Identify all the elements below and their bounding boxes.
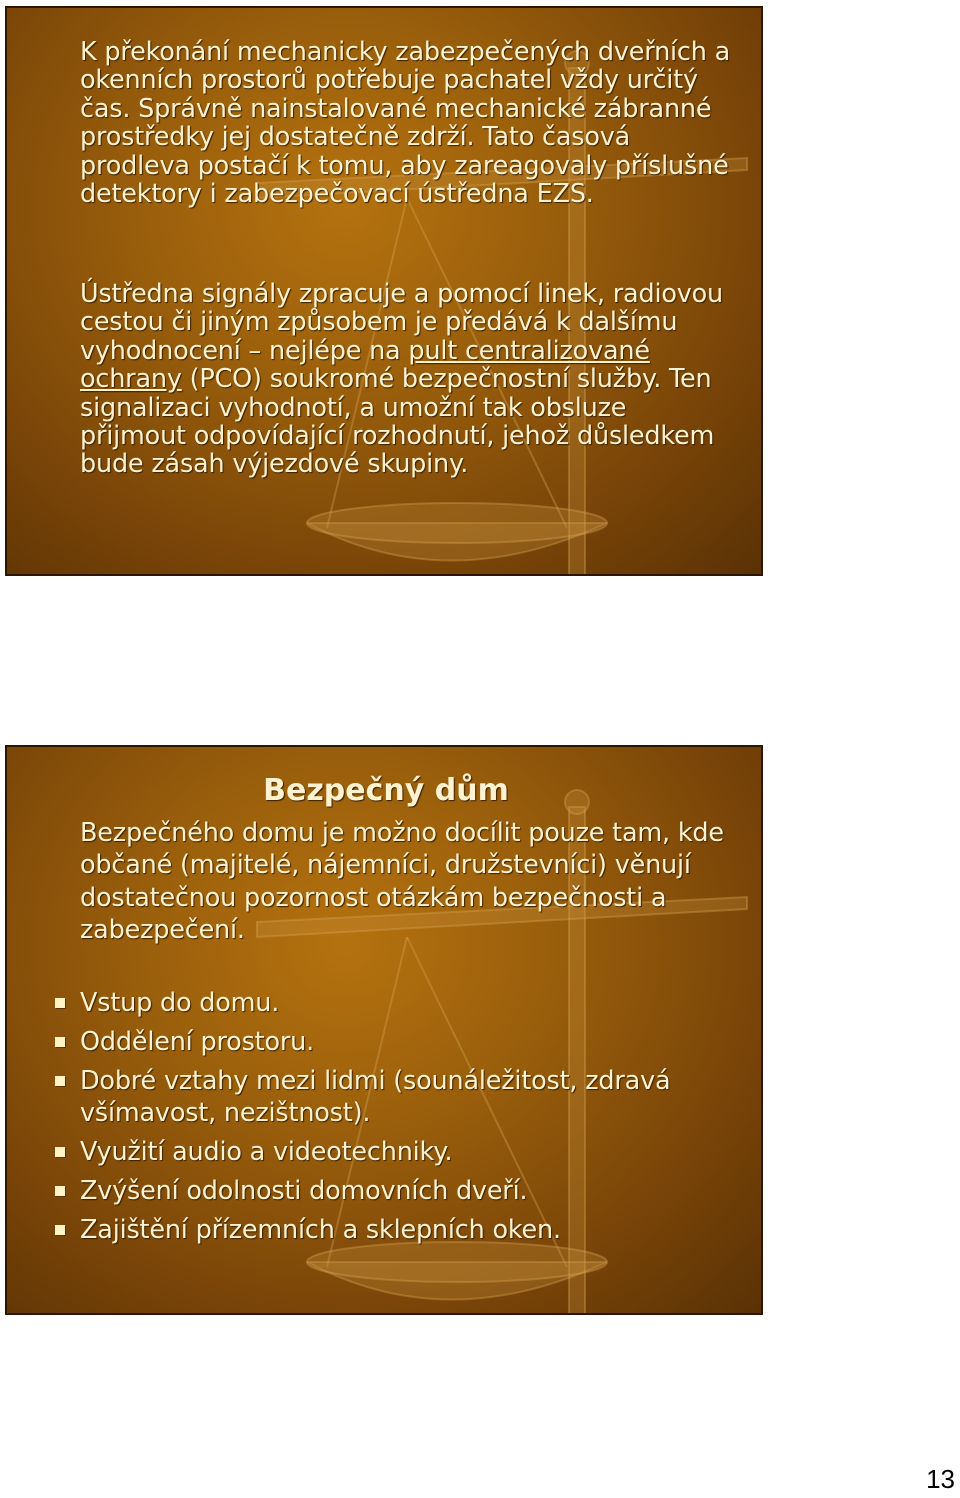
slide-2-title: Bezpečný dům (263, 773, 509, 808)
list-item-text: Zajištění přízemních a sklepních oken. (80, 1215, 561, 1245)
square-bullet-icon (55, 998, 65, 1008)
list-item-text: Vstup do domu. (80, 988, 280, 1018)
list-item (7, 1026, 747, 1058)
list-item-text: Využití audio a videotechniky. (80, 1137, 453, 1167)
slide-1 (5, 6, 763, 576)
slide-2-intro: Bezpečného domu je možno docílit pouze tam, kde občané (majitelé, nájemníci, družstevníci) věnují dostatečnou pozornost otázkám bezpečnosti a zabezpečení. (80, 818, 724, 945)
list-item (7, 987, 747, 1019)
list-item-text: Zvýšení odolnosti domovních dveří. (80, 1176, 528, 1206)
list-item (7, 1065, 747, 1129)
paragraph-2-text-end: (PCO) soukromé bezpečnostní služby. Ten signalizaci vyhodnotí, a umožní tak obsluze přijmout odpovídající rozhodnutí, jehož důsledkem bude zásah výjezdové skupiny. (80, 364, 715, 480)
list-item (7, 1136, 747, 1168)
paragraph-2-text-start: Ústředna signály zpracuje a pomocí linek, radiovou cestou či jiným způsobem je předává k dalšímu vyhodnocení – nejlépe na (80, 279, 724, 366)
slide-2-bullet-list (7, 987, 747, 1253)
square-bullet-icon (55, 1225, 65, 1235)
square-bullet-icon (55, 1076, 65, 1086)
square-bullet-icon (55, 1186, 65, 1196)
square-bullet-icon (55, 1147, 65, 1157)
page-number: 13 (926, 1464, 955, 1494)
list-item-text: Dobré vztahy mezi lidmi (sounáležitost, zdravá všímavost, nezištnost). (80, 1066, 671, 1128)
slide-1-paragraph-2 (80, 280, 740, 479)
list-item-text: Oddělení prostoru. (80, 1027, 315, 1057)
slide-2 (5, 745, 763, 1315)
slide-1-paragraph-1: K překonání mechanicky zabezpečených dveřních a okenních prostorů potřebuje pachatel vždy určitý čas. Správně nainstalované mechanické zábranné prostředky jej dostatečně zdrží. Tato časová prodleva postačí k tomu, aby zareagovaly příslušné detektory i zabezpečovací ústředna EZS. (80, 37, 731, 210)
list-item (7, 1175, 747, 1207)
list-item (7, 1214, 747, 1246)
pco-link[interactable]: pult centralizované ochrany (80, 335, 650, 395)
square-bullet-icon (55, 1037, 65, 1047)
